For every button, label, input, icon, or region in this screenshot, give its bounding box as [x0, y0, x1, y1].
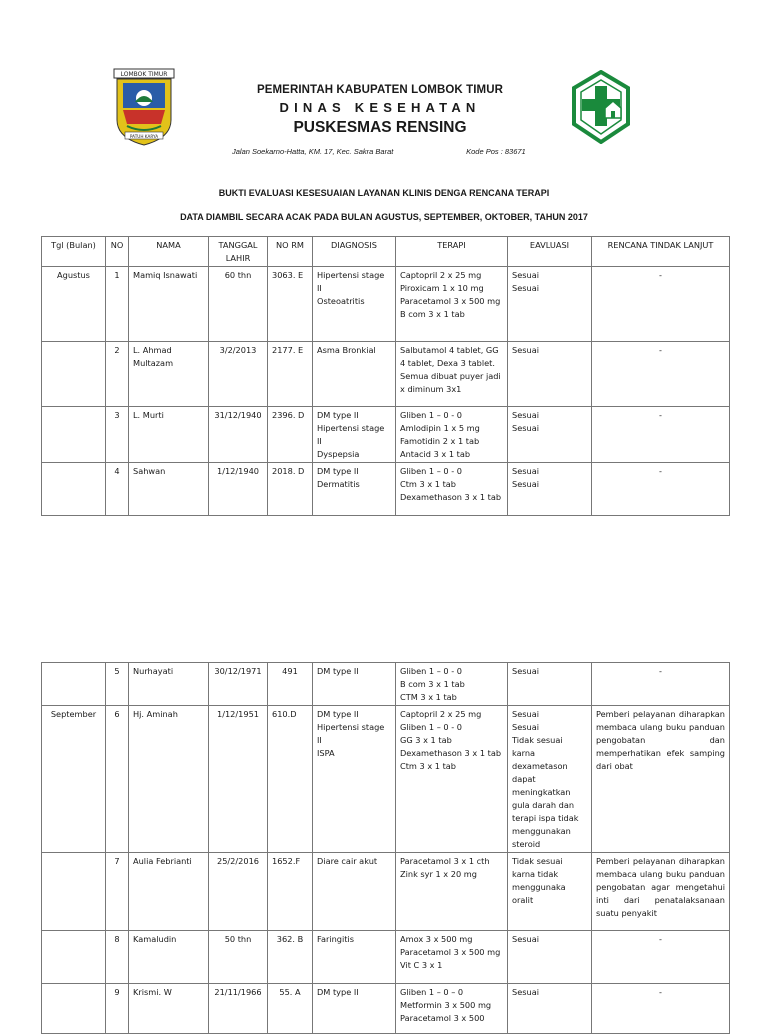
table-row	[42, 407, 730, 463]
diagnosis-item: DM type II	[317, 410, 359, 420]
terapi-item: Salbutamol 4 tablet, GG 4 tablet, Dexa 3 tablet. Semua dibuat puyer jadi x diminum 3x1	[400, 345, 501, 394]
cell-diagnosis	[313, 706, 396, 853]
cell-bulan	[42, 984, 106, 1034]
cell-no: 1	[106, 267, 129, 342]
government-name: PEMERINTAH KABUPATEN LOMBOK TIMUR	[256, 84, 504, 96]
col-header-tanggal-lahir: TANGGAL LAHIR	[209, 237, 268, 267]
cell-rencana-tindak-lanjut: Pemberi pelayanan diharapkan membaca ulang buku panduan pengobatan agar mengetahui inti dari penatalaksanaan suatu penyakit	[592, 853, 730, 931]
cell-no-rm: 491	[268, 663, 313, 706]
cell-no-rm: 2396. D	[268, 407, 313, 463]
terapi-item: Captopril 2 x 25 mg	[400, 270, 482, 280]
terapi-item: Gliben 1 – 0 - 0	[400, 722, 463, 732]
cell-rencana-tindak-lanjut: Pemberi pelayanan diharapkan membaca ulang buku panduan pengobatan dan memperhatikan efek samping dari obat	[592, 706, 730, 853]
evaluation-table-part-1	[41, 236, 730, 516]
cell-nama: Nurhayati	[129, 663, 209, 706]
cell-tanggal-lahir: 1/12/1951	[209, 706, 268, 853]
cell-terapi	[396, 931, 508, 984]
cell-bulan	[42, 407, 106, 463]
diagnosis-item: Diare cair akut	[317, 856, 378, 866]
diagnosis-item: DM type II	[317, 466, 359, 476]
cell-rencana-tindak-lanjut: -	[592, 407, 730, 463]
terapi-item: Gliben 1 – 0 - 0	[400, 466, 463, 476]
terapi-item: Gliben 1 – 0 – 0	[400, 987, 464, 997]
cell-terapi	[396, 853, 508, 931]
diagnosis-item: Hipertensi stage II	[317, 270, 385, 293]
cell-no: 5	[106, 663, 129, 706]
cell-rencana-tindak-lanjut: -	[592, 984, 730, 1034]
table-row	[42, 853, 730, 931]
col-header-bulan: Tgl (Bulan)	[42, 237, 106, 267]
cell-evaluasi	[508, 706, 592, 853]
cell-terapi	[396, 267, 508, 342]
terapi-item: CTM 3 x 1 tab	[400, 692, 457, 702]
cell-diagnosis	[313, 342, 396, 407]
cell-no-rm: 362. B	[268, 931, 313, 984]
cell-rencana-tindak-lanjut: -	[592, 342, 730, 407]
table-row	[42, 706, 730, 853]
cell-bulan	[42, 931, 106, 984]
terapi-item: Zink syr 1 x 20 mg	[400, 869, 477, 879]
cell-bulan	[42, 463, 106, 516]
cell-terapi	[396, 984, 508, 1034]
cell-no: 7	[106, 853, 129, 931]
table-row	[42, 463, 730, 516]
cell-evaluasi	[508, 931, 592, 984]
cell-evaluasi	[508, 342, 592, 407]
col-header-terapi: TERAPI	[396, 237, 508, 267]
cell-rencana-tindak-lanjut: -	[592, 663, 730, 706]
cell-no: 9	[106, 984, 129, 1034]
cell-nama: Krismi. W	[129, 984, 209, 1034]
table-header-row	[42, 237, 730, 267]
cell-tanggal-lahir: 50 thn	[209, 931, 268, 984]
diagnosis-item: Dyspepsia	[317, 449, 360, 459]
cell-bulan	[42, 853, 106, 931]
cell-evaluasi	[508, 463, 592, 516]
cell-tanggal-lahir: 21/11/1966	[209, 984, 268, 1034]
table-row	[42, 663, 730, 706]
table-row	[42, 984, 730, 1034]
cell-bulan	[42, 342, 106, 407]
diagnosis-item: Hipertensi stage II	[317, 722, 385, 745]
terapi-item: Piroxicam 1 x 10 mg	[400, 283, 484, 293]
col-header-diagnosis: DIAGNOSIS	[313, 237, 396, 267]
diagnosis-item: DM type II	[317, 666, 359, 676]
cell-no: 8	[106, 931, 129, 984]
cell-tanggal-lahir: 31/12/1940	[209, 407, 268, 463]
evaluasi-item: Sesuai	[512, 722, 539, 732]
cell-terapi	[396, 663, 508, 706]
svg-text:LOMBOK TIMUR: LOMBOK TIMUR	[120, 71, 168, 78]
evaluasi-item: Sesuai	[512, 283, 539, 293]
terapi-item: B com 3 x 1 tab	[400, 679, 465, 689]
terapi-item: Amlodipin 1 x 5 mg	[400, 423, 480, 433]
col-header-nama: NAMA	[129, 237, 209, 267]
cell-evaluasi	[508, 984, 592, 1034]
department-name: DINAS KESEHATAN	[279, 100, 481, 115]
letterhead-text	[200, 84, 560, 137]
evaluasi-item: Sesuai	[512, 709, 539, 719]
puskesmas-name: PUSKESMAS RENSING	[293, 119, 467, 136]
terapi-item: Dexamethason 3 x 1 tab	[400, 492, 502, 502]
terapi-item: Dexamethason 3 x 1 tab	[400, 748, 502, 758]
terapi-item: Paracetamol 3 x 1 cth	[400, 856, 490, 866]
cell-no-rm: 610.D	[268, 706, 313, 853]
terapi-item: Famotidin 2 x 1 tab	[400, 436, 480, 446]
terapi-item: Metformin 3 x 500 mg	[400, 1000, 492, 1010]
terapi-item: Antacid 3 x 1 tab	[400, 449, 471, 459]
diagnosis-item: Dermatitis	[317, 479, 360, 489]
cell-evaluasi	[508, 267, 592, 342]
table-row	[42, 342, 730, 407]
cell-no-rm: 2018. D	[268, 463, 313, 516]
cell-rencana-tindak-lanjut: -	[592, 267, 730, 342]
cell-no-rm: 3063. E	[268, 267, 313, 342]
table-row	[42, 931, 730, 984]
cell-terapi	[396, 407, 508, 463]
cell-bulan: Agustus	[42, 267, 106, 342]
terapi-item: B com 3 x 1 tab	[400, 309, 465, 319]
evaluasi-item: Sesuai	[512, 666, 539, 676]
diagnosis-item: DM type II	[317, 709, 359, 719]
cell-evaluasi	[508, 853, 592, 931]
evaluasi-item: Sesuai	[512, 410, 539, 420]
terapi-item: Gliben 1 – 0 - 0	[400, 666, 463, 676]
cell-nama: L. Ahmad Multazam	[129, 342, 209, 407]
evaluation-table-part-2	[41, 662, 730, 1034]
cell-evaluasi	[508, 663, 592, 706]
evaluasi-item: Sesuai	[512, 466, 539, 476]
cell-nama: Mamiq Isnawati	[129, 267, 209, 342]
svg-text:PATUH KARYA: PATUH KARYA	[129, 134, 159, 139]
cell-bulan: September	[42, 706, 106, 853]
cell-bulan	[42, 663, 106, 706]
terapi-item: Vit C 3 x 1	[400, 960, 443, 970]
document-title: BUKTI EVALUASI KESESUAIAN LAYANAN KLINIS DENGA RENCANA TERAPI	[218, 188, 550, 198]
terapi-item: Ctm 3 x 1 tab	[400, 479, 457, 489]
terapi-item: GG 3 x 1 tab	[400, 735, 452, 745]
cell-diagnosis	[313, 853, 396, 931]
col-header-evaluasi: EAVLUASI	[508, 237, 592, 267]
terapi-item: Ctm 3 x 1 tab	[400, 761, 457, 771]
cell-terapi	[396, 706, 508, 853]
terapi-item: Paracetamol 3 x 500	[400, 1013, 485, 1023]
cell-nama: Sahwan	[129, 463, 209, 516]
cell-rencana-tindak-lanjut: -	[592, 463, 730, 516]
terapi-item: Captopril 2 x 25 mg	[400, 709, 482, 719]
cell-diagnosis	[313, 267, 396, 342]
cell-tanggal-lahir: 1/12/1940	[209, 463, 268, 516]
cell-no: 4	[106, 463, 129, 516]
terapi-item: Paracetamol 3 x 500 mg	[400, 947, 501, 957]
table-row	[42, 267, 730, 342]
diagnosis-item: ISPA	[317, 748, 335, 758]
cell-evaluasi	[508, 407, 592, 463]
lombok-timur-emblem-icon	[113, 68, 175, 146]
puskesmas-logo-icon	[570, 70, 632, 144]
diagnosis-item: DM type II	[317, 987, 359, 997]
cell-diagnosis	[313, 407, 396, 463]
cell-nama: Aulia Febrianti	[129, 853, 209, 931]
evaluasi-item: Sesuai	[512, 423, 539, 433]
cell-tanggal-lahir: 60 thn	[209, 267, 268, 342]
cell-tanggal-lahir: 25/2/2016	[209, 853, 268, 931]
diagnosis-item: Hipertensi stage II	[317, 423, 385, 446]
evaluasi-item: Tidak sesuai karna dexametason dapat meningkatkan gula darah dan terapi ispa tidak menggunakan steroid	[512, 735, 579, 849]
cell-diagnosis	[313, 931, 396, 984]
address: Jalan Soekarno-Hatta, KM. 17, Kec. Sakra Barat	[232, 147, 394, 156]
cell-nama: L. Murti	[129, 407, 209, 463]
terapi-item: Amox 3 x 500 mg	[400, 934, 473, 944]
cell-nama: Kamaludin	[129, 931, 209, 984]
address-line	[232, 147, 526, 156]
col-header-no: NO	[106, 237, 129, 267]
cell-no: 2	[106, 342, 129, 407]
letterhead	[0, 60, 768, 160]
cell-no-rm: 55. A	[268, 984, 313, 1034]
cell-terapi	[396, 463, 508, 516]
cell-diagnosis	[313, 463, 396, 516]
cell-rencana-tindak-lanjut: -	[592, 931, 730, 984]
diagnosis-item: Osteoatritis	[317, 296, 365, 306]
cell-no: 3	[106, 407, 129, 463]
document-subtitle: DATA DIAMBIL SECARA ACAK PADA BULAN AGUSTUS, SEPTEMBER, OKTOBER, TAHUN 2017	[180, 212, 588, 222]
diagnosis-item: Faringitis	[317, 934, 355, 944]
cell-diagnosis	[313, 984, 396, 1034]
evaluasi-item: Sesuai	[512, 934, 539, 944]
cell-no-rm: 2177. E	[268, 342, 313, 407]
terapi-item: Paracetamol 3 x 500 mg	[400, 296, 501, 306]
cell-no: 6	[106, 706, 129, 853]
cell-diagnosis	[313, 663, 396, 706]
cell-tanggal-lahir: 3/2/2013	[209, 342, 268, 407]
evaluasi-item: Sesuai	[512, 270, 539, 280]
cell-nama: Hj. Aminah	[129, 706, 209, 853]
col-header-no-rm: NO RM	[268, 237, 313, 267]
cell-terapi	[396, 342, 508, 407]
cell-no-rm: 1652.F	[268, 853, 313, 931]
cell-tanggal-lahir: 30/12/1971	[209, 663, 268, 706]
col-header-rencana-tindak-lanjut: RENCANA TINDAK LANJUT	[592, 237, 730, 267]
postal-code: Kode Pos : 83671	[466, 147, 526, 156]
diagnosis-item: Asma Bronkial	[317, 345, 376, 355]
evaluasi-item: Sesuai	[512, 479, 539, 489]
evaluasi-item: Sesuai	[512, 987, 539, 997]
terapi-item: Gliben 1 – 0 - 0	[400, 410, 463, 420]
evaluasi-item: Sesuai	[512, 345, 539, 355]
evaluasi-item: Tidak sesuai karna tidak menggunaka oralit	[512, 856, 566, 905]
